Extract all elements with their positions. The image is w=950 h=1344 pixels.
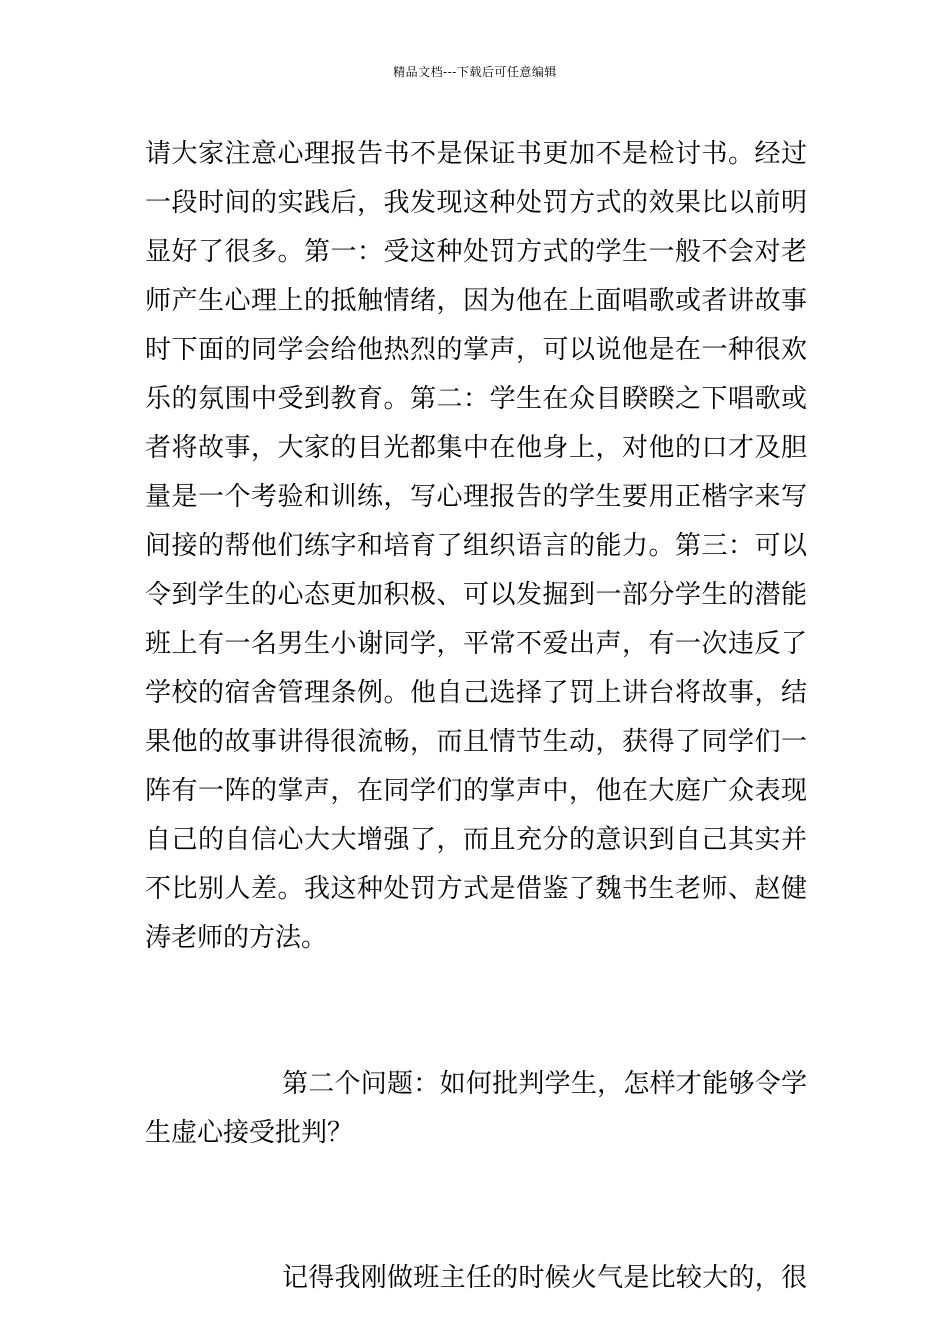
text-line: 自己的自信心大大增强了，而且充分的意识到自己其实并	[145, 825, 807, 855]
text-line: 间接的帮他们练字和培育了组织语言的能力。第三：可以	[145, 531, 807, 561]
text-line: 不比别人差。我这种处罚方式是借鉴了魏书生老师、赵健	[145, 874, 807, 904]
text-line: 阵有一阵的掌声，在同学们的掌声中，他在大庭广众表现	[145, 776, 807, 806]
text-line: 者将故事，大家的目光都集中在他身上，对他的口才及胆	[145, 433, 807, 463]
heading-line: 第二个问题：如何批判学生，怎样才能够令学	[282, 1069, 807, 1099]
text-line: 学校的宿舍管理条例。他自己选择了罚上讲台将故事，结	[145, 678, 807, 708]
text-line: 显好了很多。第一：受这种处罚方式的学生一般不会对老	[145, 237, 807, 267]
text-line: 令到学生的心态更加积极、可以发掘到一部分学生的潜能	[145, 580, 807, 610]
paragraph-1	[145, 130, 807, 963]
document-body	[145, 130, 807, 1303]
text-line: 一段时间的实践后，我发现这种处罚方式的效果比以前明	[145, 188, 807, 218]
text-line: 乐的氛围中受到教育。第二：学生在众目睽睽之下唱歌或	[145, 384, 807, 414]
text-line: 请大家注意心理报告书不是保证书更加不是检讨书。经过	[145, 139, 807, 169]
text-line: 班上有一名男生小谢同学，平常不爱出声，有一次违反了	[145, 629, 807, 659]
text-line: 时下面的同学会给他热烈的掌声，可以说他是在一种很欢	[145, 335, 807, 365]
paragraph-spacer	[145, 963, 807, 1060]
page-header: 精品文档---下载后可任意编辑	[393, 65, 557, 79]
text-line: 涛老师的方法。	[145, 923, 328, 953]
text-line: 师产生心理上的抵触情绪，因为他在上面唱歌或者讲故事	[145, 286, 807, 316]
paragraph-2	[145, 1254, 807, 1303]
text-line: 量是一个考验和训练，写心理报告的学生要用正楷字来写	[145, 482, 807, 512]
section-heading	[145, 1060, 807, 1158]
paragraph-spacer	[145, 1158, 807, 1254]
text-line: 果他的故事讲得很流畅，而且情节生动，获得了同学们一	[145, 727, 807, 757]
text-line: 记得我刚做班主任的时候火气是比较大的，很	[282, 1263, 807, 1293]
heading-line: 生虚心接受批判？	[145, 1118, 354, 1148]
